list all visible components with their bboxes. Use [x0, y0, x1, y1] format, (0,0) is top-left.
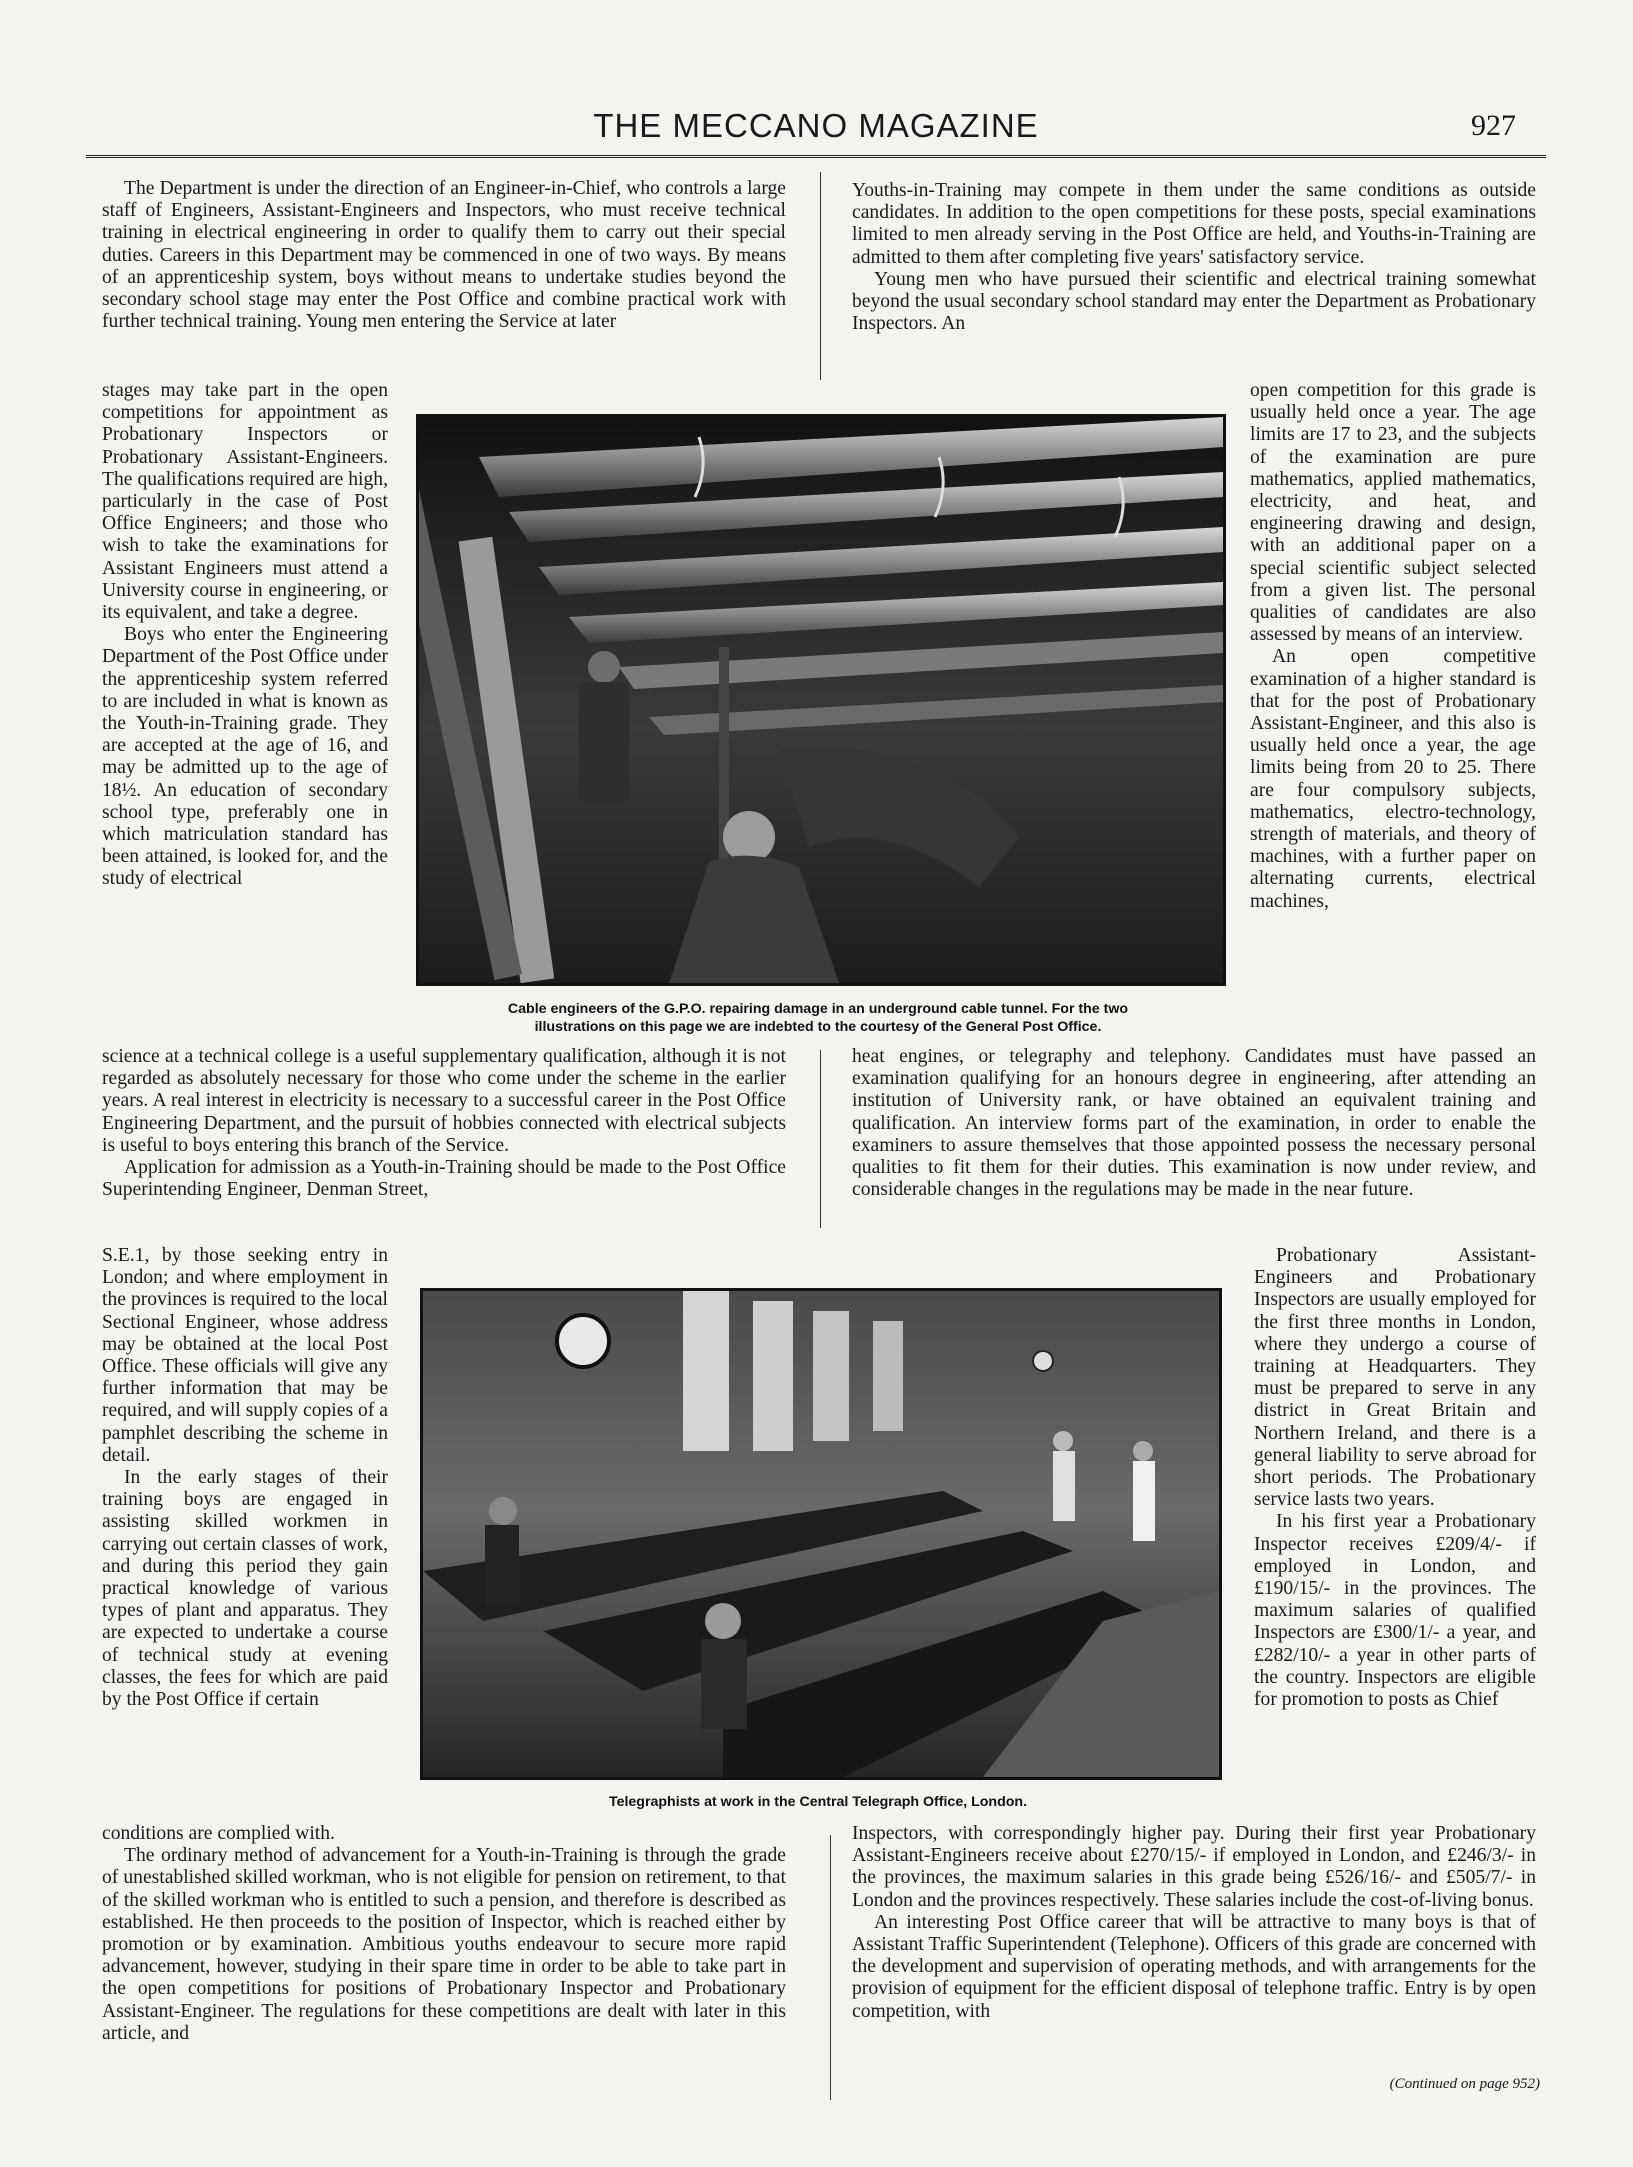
paragraph: conditions are complied with. [102, 1823, 335, 1844]
paragraph: heat engines, or telegraphy and telephony. Candidates must have passed an examination qualifying for an honours degree in engineering, after attending an institution of University rank, or have obtained an equivalent training and qualification. An interview forms part of the examination, in order to enable the examiners to assure themselves that those appointed possess the necessary personal qualities to fit them for their duties. This examination is now under review, and considerable changes in the regulations may be made in the near future. [852, 1046, 1536, 1201]
photo2-caption: Telegraphists at work in the Central Telegraph Office, London. [608, 1794, 1028, 1810]
cable-tunnel-illustration [419, 417, 1223, 983]
column-rule-top [820, 172, 821, 380]
telegraph-office-photo [420, 1288, 1222, 1780]
left-column-beside-photo1 [102, 380, 388, 891]
photo1-caption [402, 1000, 1234, 1036]
paragraph: open competition for this grade is usually held once a year. The age limits are 17 to 23, and the subjects of the examination are pure mathematics, applied mathematics, electricity, and heat, and engineering drawing and design, with an additional paper on a special scientific subject selected from a given list. The personal qualities of candidates are also assessed by means of an interview. [1250, 380, 1536, 646]
paragraph: Youths-in-Training may compete in them under the same conditions as outside candidates. In addition to the open competitions for these posts, special examinations limited to men already serving in the Post Office are held, and Youths-in-Training are admitted to them after completing five years' satisfactory service. [852, 180, 1536, 268]
magazine-title: THE MECCANO MAGAZINE [593, 107, 1039, 144]
right-column-bottom [852, 1823, 1536, 2023]
right-column-beside-photo1 [1250, 380, 1536, 913]
paragraph: The Department is under the direction of an Engineer-in-Chief, who controls a large staff of Engineers, Assistant-Engineers and Inspectors, who must receive technical training in electrical engineering in order to qualify them to carry out their special duties. Careers in this Department may be commenced in one of two ways. By means of an apprenticeship system, boys without means to undertake studies beyond the secondary school stage may enter the Post Office and combine practical work with further technical training. Young men entering the Service at later [102, 178, 786, 333]
left-column-bottom [102, 1823, 786, 2045]
continued-note: (Continued on page 952) [1389, 2076, 1540, 2092]
paragraph: Boys who enter the Engineering Department of the Post Office under the apprenticeship system referred to are included in what is known as the Youth-in-Training grade. They are accepted at the age of 16, and may be admitted up to the age of 18½. An education of secondary school type, preferably one in which matriculation standard has been attained, is looked for, and the study of electrical [102, 624, 388, 890]
caption-line: illustrations on this page we are indebted to the courtesy of the General Post Office. [534, 1019, 1102, 1035]
cable-tunnel-photo [416, 414, 1226, 986]
left-column-beside-photo2 [102, 1245, 388, 1711]
paragraph: Application for admission as a Youth-in-Training should be made to the Post Office Superintending Engineer, Denman Street, [102, 1157, 786, 1201]
paragraph: In the early stages of their training boys are engaged in assisting skilled workmen in carrying out certain classes of work, and during this period they gain practical knowledge of various types of plant and apparatus. They are expected to undertake a course of technical study at evening classes, the fees for which are paid by the Post Office if certain [102, 1467, 388, 1711]
paragraph: S.E.1, by those seeking entry in London; and where employment in the provinces is required to the local Sectional Engineer, whose address may be obtained at the local Post Office. These officials will give any further information that may be required, and will supply copies of a pamphlet describing the scheme in detail. [102, 1245, 388, 1466]
page-number: 927 [1471, 109, 1516, 142]
paragraph: An open competitive examination of a higher standard is that for the post of Probationary Assistant-Engineer, and this also is usually held once a year, the age limits being from 20 to 25. There are four compulsory subjects, mathematics, electro-technology, strength of materials, and theory of machines, with a further paper on alternating currents, electrical machines, [1250, 646, 1536, 912]
column-rule-middle [820, 1050, 821, 1228]
telegraph-office-illustration [423, 1291, 1219, 1777]
page-header [86, 105, 1546, 158]
caption-line: Cable engineers of the G.P.O. repairing damage in an underground cable tunnel. For the two [507, 1001, 1129, 1017]
paragraph: The ordinary method of advancement for a Youth-in-Training is through the grade of unestablished skilled workman, who is not eligible for pension on retirement, to that of the skilled workman who is entitled to such a pension, and therefore is described as established. He then proceeds to the position of Inspector, which is reached either by promotion or by examination. Ambitious youths endeavour to secure more rapid advancement, however, studying in their spare time in order to be able to take part in the open competitions for positions of Probationary Inspector and Probationary Assistant-Engineer. The regulations for these competitions are dealt with later in this article, and [102, 1845, 786, 2044]
paragraph: In his first year a Probationary Inspector receives £209/4/- if employed in London, and £190/15/- in the provinces. The maximum salaries of qualified Inspectors are £300/1/- a year, and £282/10/- a year in other parts of the country. Inspectors are eligible for promotion to posts as Chief [1254, 1511, 1536, 1711]
column-rule-bottom [830, 1835, 831, 2100]
paragraph: stages may take part in the open competitions for appointment as Probationary Inspectors or Probationary Assistant-Engineers. The qualifications required are high, particularly in the case of Post Office Engineers; and those who wish to take the examinations for Assistant Engineers must attend a University course in engineering, or its equivalent, and take a degree. [102, 380, 388, 624]
paragraph: Young men who have pursued their scientific and electrical training somewhat beyond the usual secondary school standard may enter the Department as Probationary Inspectors. An [852, 268, 1536, 335]
right-column-middle [852, 1046, 1536, 1201]
paragraph: science at a technical college is a useful supplementary qualification, although it is not regarded as absolutely necessary for those who come under the scheme in the earlier years. A real interest in electricity is necessary to a successful career in the Post Office Engineering Department, and the pursuit of hobbies connected with electrical subjects is useful to boys entering this branch of the Service. [102, 1046, 786, 1156]
left-column-middle [102, 1046, 786, 1201]
paragraph: Probationary Assistant-Engineers and Probationary Inspectors are usually employed for the first three months in London, where they undergo a course of training at Headquarters. They must be prepared to serve in any district in Great Britain and Northern Ireland, and there is a general liability to serve abroad for short periods. The Probationary service lasts two years. [1254, 1245, 1536, 1511]
paragraph: An interesting Post Office career that will be attractive to many boys is that of Assistant Traffic Superintendent (Telephone). Officers of this grade are concerned with the development and supervision of operating methods, and with arrangements for the provision of equipment for the efficient disposal of telephone traffic. Entry is by open competition, with [852, 1911, 1536, 2022]
paragraph: Inspectors, with correspondingly higher pay. During their first year Probationary Assistant-Engineers receive about £270/15/- if employed in London, and £246/3/- in the provinces, the maximum salaries in this grade being £526/16/- and £505/7/- in London and the provinces respectively. These salaries include the cost-of-living bonus. [852, 1823, 1536, 1911]
left-column-top [102, 178, 786, 333]
right-column-beside-photo2 [1254, 1245, 1536, 1711]
right-column-top [852, 180, 1536, 335]
